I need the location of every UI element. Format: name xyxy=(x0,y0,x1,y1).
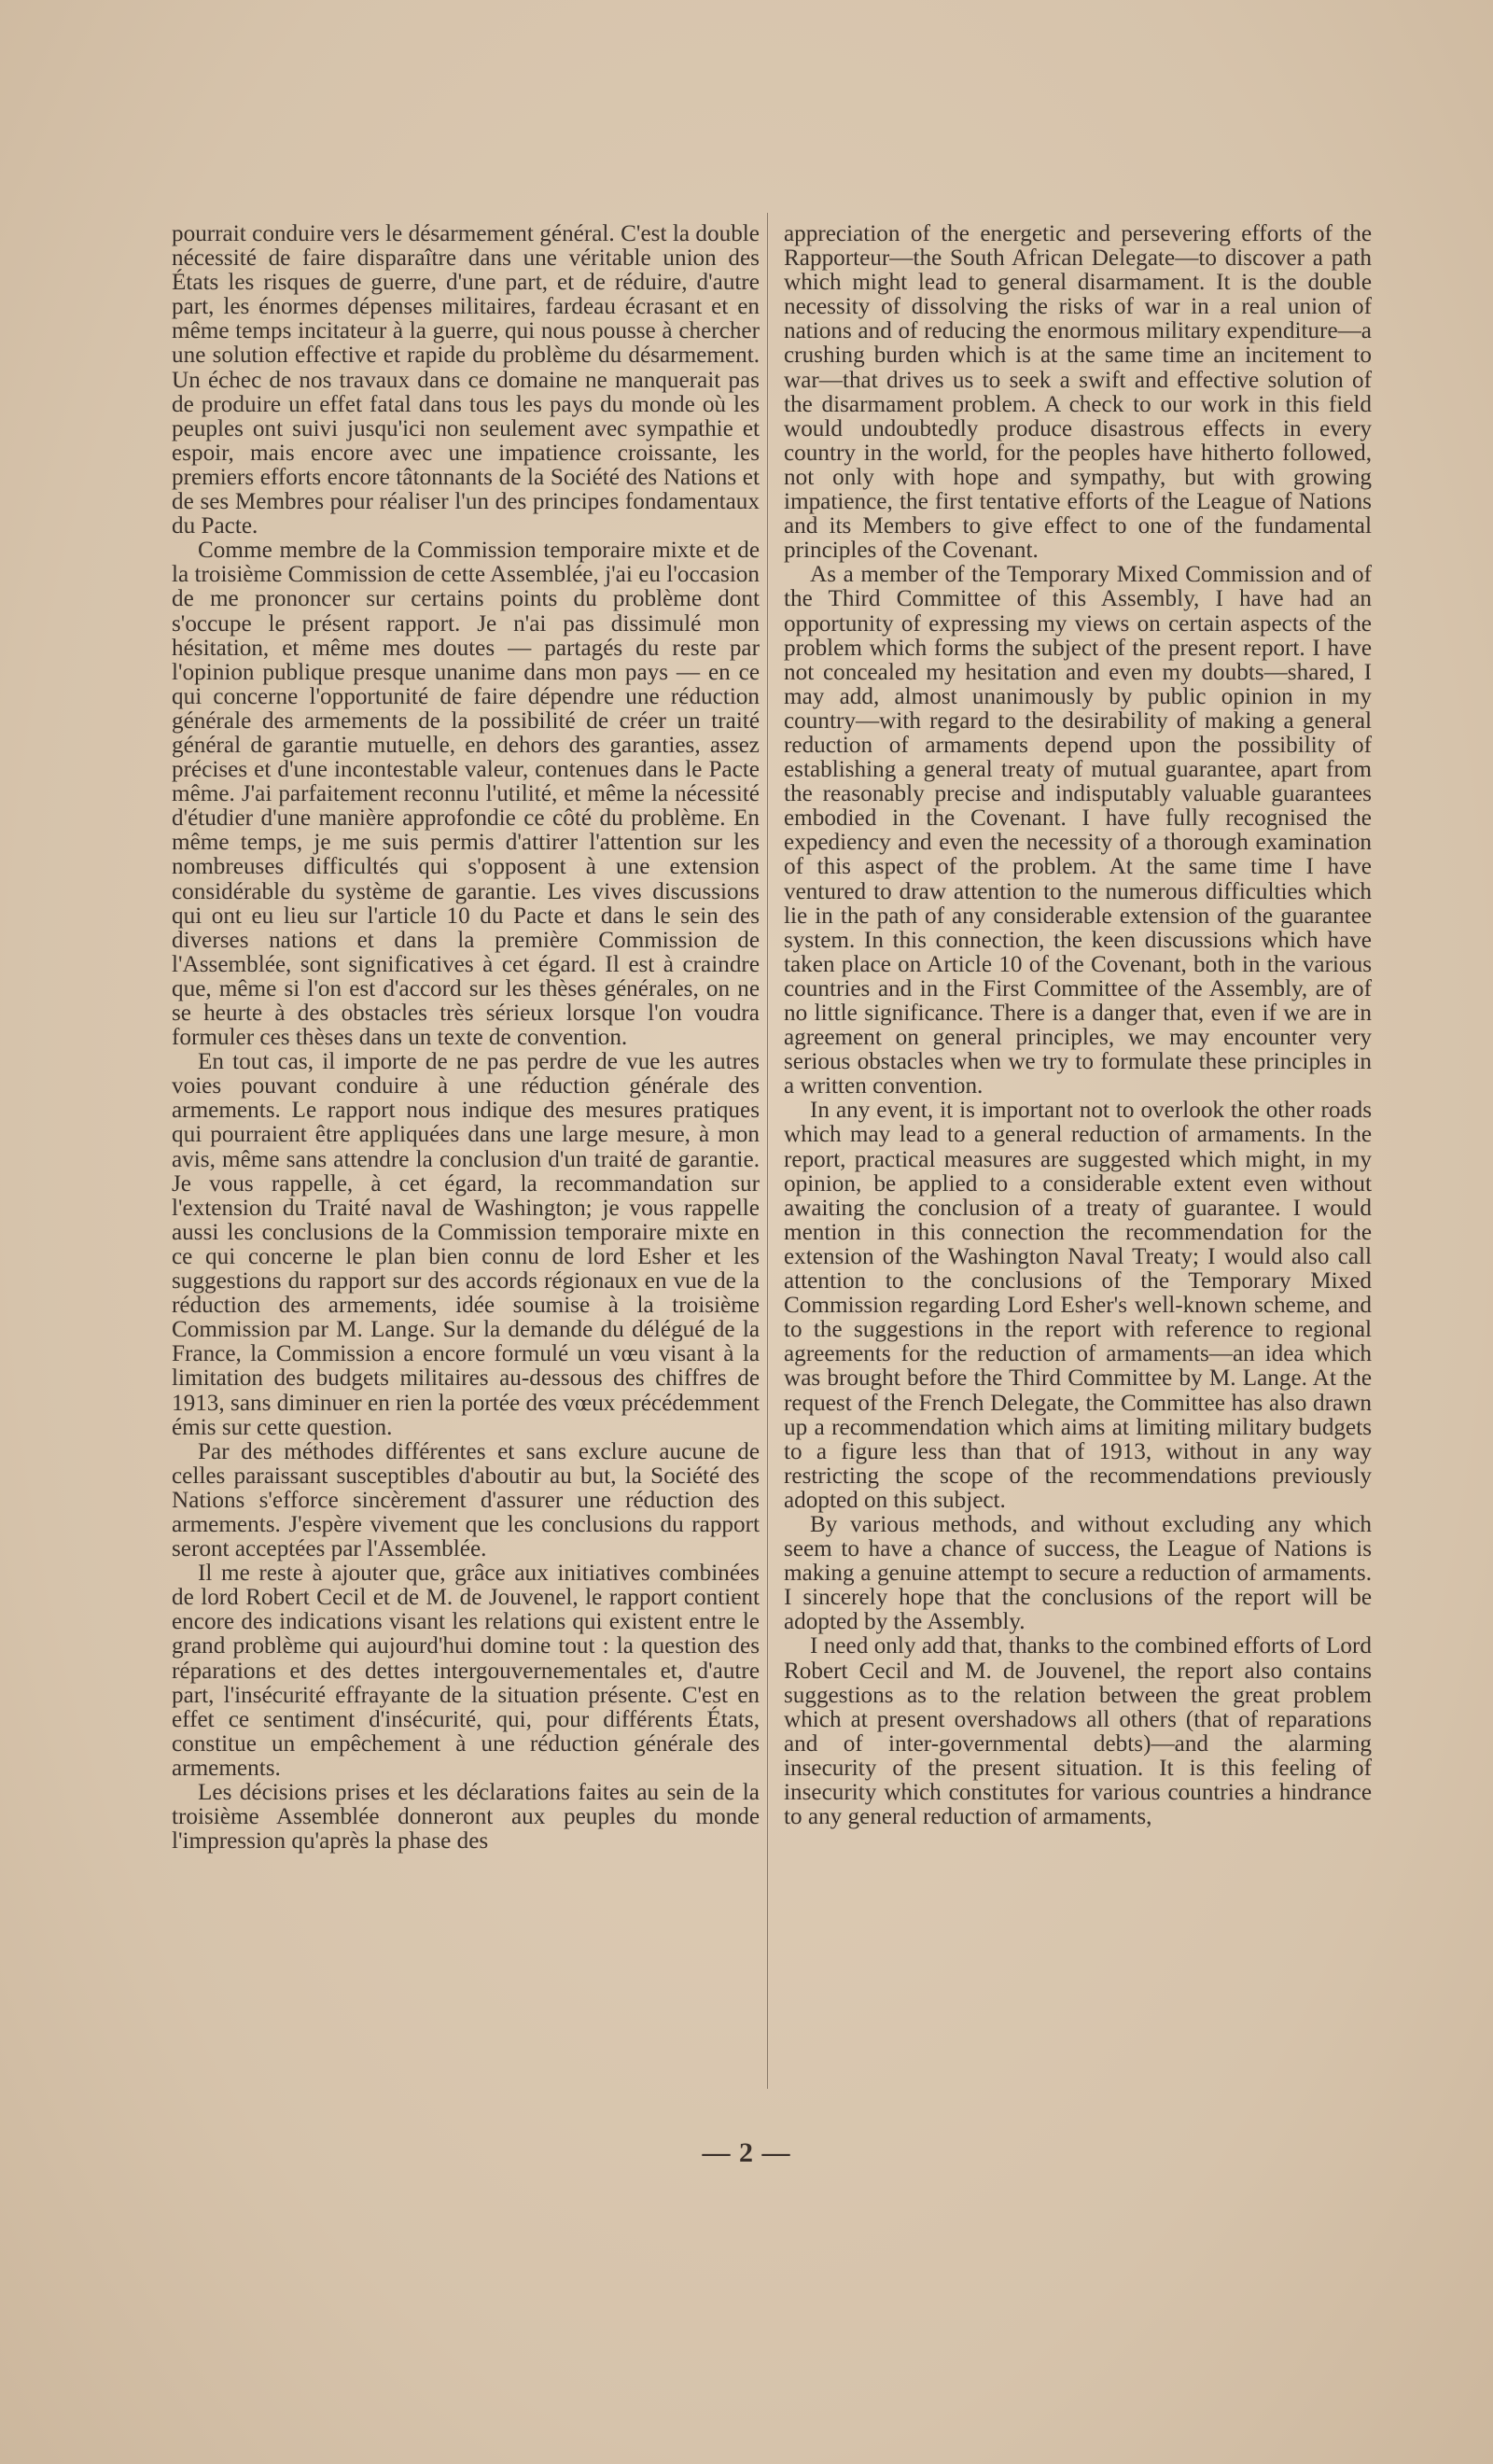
english-paragraph: In any event, it is important not to overlook the other roads which may lead to a general reduction of armaments. In the report, practical measures are suggested which might, in my opinion, be applied to a considerable extent even without awaiting the conclusion of a treaty of guarantee. I would mention in this connection the recommendation for the extension of the Washington Naval Treaty; I would also call attention to the conclusions of the Temporary Mixed Commission regarding Lord Esher's well-known scheme, and to the suggestions in the report with reference to regional agreements for the reduction of armaments—an idea which was brought before the Third Committee by M. Lange. At the request of the French Delegate, the Committee has also drawn up a recommendation which aims at limiting military budgets to a figure less than that of 1913, without in any way restricting the scope of the recommendations previously adopted on this subject. xyxy=(784,1098,1372,1513)
english-column xyxy=(784,222,1372,1829)
english-paragraph: As a member of the Temporary Mixed Commission and of the Third Committee of this Assembly, I have had an opportunity of expressing my views on certain aspects of the problem which forms the subject of the present report. I have not concealed my hesitation and even my doubts—shared, I may add, almost unanimously by public opinion in my country—with regard to the desirability of making a general reduction of armaments depend upon the possibility of establishing a general treaty of mutual guarantee, apart from the reasonably precise and indisputably valuable guarantees embodied in the Covenant. I have fully recognised the expediency and even the necessity of a thorough examination of this aspect of the problem. At the same time I have ventured to draw attention to the numerous difficulties which lie in the path of any considerable extension of the guarantee system. In this connection, the keen discussions which have taken place on Article 10 of the Covenant, both in the various countries and in the First Committee of the Assembly, are of no little significance. There is a danger that, even if we are in agreement on general principles, we may encounter very serious obstacles when we try to formulate these principles in a written convention. xyxy=(784,562,1372,1099)
french-column xyxy=(172,222,760,1854)
page-number: — 2 — xyxy=(702,2137,791,2168)
french-paragraph: Il me reste à ajouter que, grâce aux initiatives combinées de lord Robert Cecil et de M. de Jouvenel, le rapport contient encore des indications visant les relations qui existent entre le grand problème qui aujourd'hui domine tout : la question des réparations et des dettes intergouvernementales et, d'autre part, l'insécurité effrayante de la situation présente. C'est en effet ce sentiment d'insécurité, qui, pour différents États, constitue un empêchement à une réduction générale des armements. xyxy=(172,1561,760,1781)
faded-stamp-mark xyxy=(168,19,392,159)
english-paragraph: By various methods, and without excluding any which seem to have a chance of success, the League of Nations is making a genuine attempt to secure a reduction of armaments. I sincerely hope that the conclusions of the report will be adopted by the Assembly. xyxy=(784,1511,1372,1635)
english-paragraph: I need only add that, thanks to the combined efforts of Lord Robert Cecil and M. de Jouvenel, the report also contains suggestions as to the relation between the great problem which at present overshadows all others (that of reparations and of inter-governmental debts)—and the alarming insecurity of the present situation. It is this feeling of insecurity which constitutes for various countries a hindrance to any general reduction of armaments, xyxy=(784,1633,1372,1830)
english-paragraph: appreciation of the energetic and persevering efforts of the Rapporteur—the South African Delegate—to discover a path which might lead to general disarmament. It is the double necessity of dissolving the risks of war in a real union of nations and of reducing the enormous military expenditure—a crushing burden which is at the same time an incitement to war—that drives us to seek a swift and effective solution of the disarmament problem. A check to our work in this field would undoubtedly produce disastrous effects in every country in the world, for the peoples have hitherto followed, not only with hope and sympathy, but with growing impatience, the first tentative efforts of the League of Nations and its Members to give effect to one of the fundamental principles of the Covenant. xyxy=(784,221,1372,564)
french-paragraph: pourrait conduire vers le désarmement général. C'est la double nécessité de faire disparaître dans une véritable union des États les risques de guerre, d'une part, et de réduire, d'autre part, les énormes dépenses militaires, fardeau écrasant et en même temps incitateur à la guerre, qui nous pousse à chercher une solution effective et rapide du problème du désarmement. Un échec de nos travaux dans ce domaine ne manquerait pas de produire un effet fatal dans tous les pays du monde où les peuples ont suivi jusqu'ici non seulement avec sympathie et espoir, mais encore avec une impatience croissante, les premiers efforts encore tâtonnants de la Société des Nations et de ses Membres pour réaliser l'un des principes fondamentaux du Pacte. xyxy=(172,221,760,539)
french-paragraph: Les décisions prises et les déclarations faites au sein de la troisième Assemblée donneront aux peuples du monde l'impression qu'après la phase des xyxy=(172,1780,760,1855)
french-paragraph: Par des méthodes différentes et sans exclure aucune de celles paraissant susceptibles d'aboutir au but, la Société des Nations s'efforce sincèrement d'assurer une réduction des armements. J'espère vivement que les conclusions du rapport seront acceptées par l'Assemblée. xyxy=(172,1438,760,1562)
french-paragraph: En tout cas, il importe de ne pas perdre de vue les autres voies pouvant conduire à une réduction générale des armements. Le rapport nous indique des mesures pratiques qui pourraient être appliquées dans une large mesure, à mon avis, même sans attendre la conclusion d'un traité de garantie. Je vous rappelle, à cet égard, la recommandation sur l'extension du Traité naval de Washington; je vous rappelle aussi les conclusions de la Commission temporaire mixte en ce qui concerne le plan bien connu de lord Esher et les suggestions du rapport sur des accords régionaux en vue de la réduction des armements, idée soumise à la troisième Commission par M. Lange. Sur la demande du délégué de la France, la Commission a encore formulé un vœu visant à la limitation des budgets militaires au-dessous des chiffres de 1913, sans diminuer en rien la portée des vœux précédemment émis sur cette question. xyxy=(172,1049,760,1440)
column-divider xyxy=(767,213,768,2089)
french-paragraph: Comme membre de la Commission temporaire mixte et de la troisième Commission de cette Assemblée, j'ai eu l'occasion de me prononcer sur certains points du problème dont s'occupe le présent rapport. Je n'ai pas dissimulé mon hésitation, et même mes doutes — partagés du reste par l'opinion publique presque unanime dans mon pays — en ce qui concerne l'opportunité de faire dépendre une réduction générale des armements de la possibilité de créer un traité général de garantie mutuelle, en dehors des garanties, assez précises et d'une incontestable valeur, contenues dans le Pacte même. J'ai parfaitement reconnu l'utilité, et même la nécessité d'étudier d'une manière approfondie ce côté du problème. En même temps, je me suis permis d'attirer l'attention sur les nombreuses difficultés qui s'opposent à une extension considérable du système de garantie. Les vives discussions qui ont eu lieu sur l'article 10 du Pacte et dans le sein des diverses nations et dans la première Commission de l'Assemblée, sont significatives à cet égard. Il est à craindre que, même si l'on est d'accord sur les thèses générales, on ne se heurte à des obstacles très sérieux lorsque l'on voudra formuler ces thèses dans un texte de convention. xyxy=(172,538,760,1051)
